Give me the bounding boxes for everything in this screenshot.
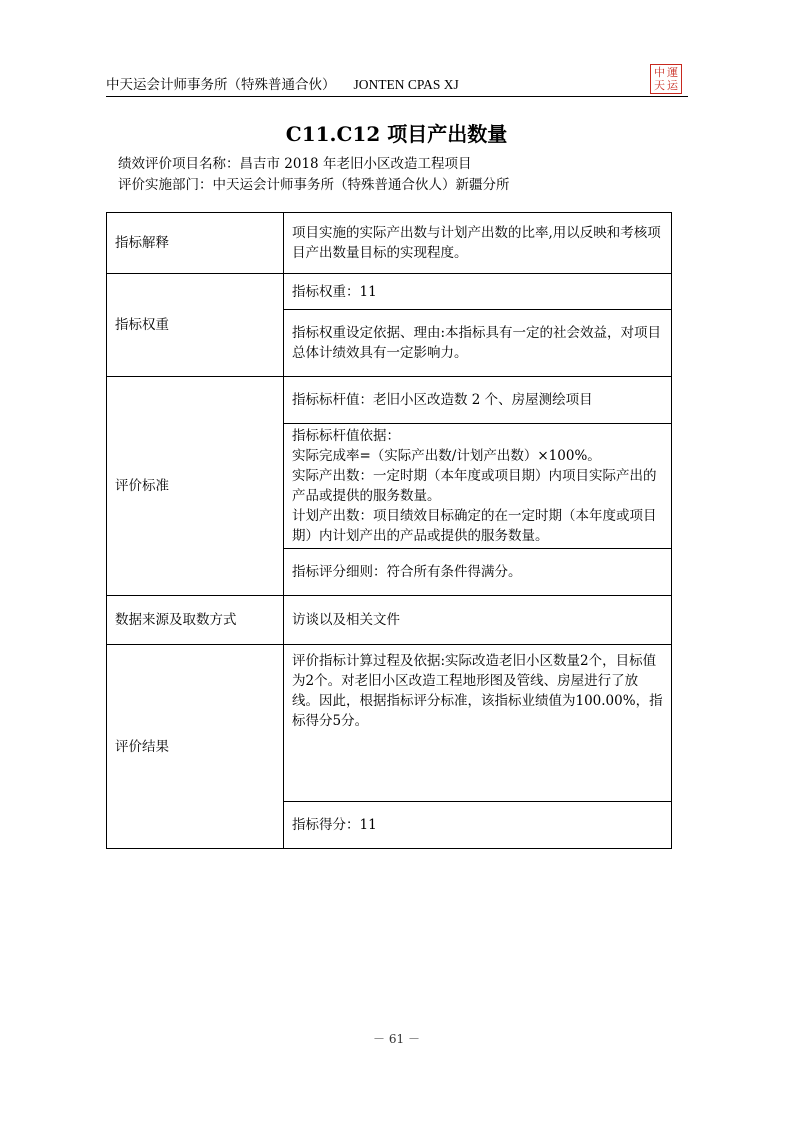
project-name: 绩效评价项目名称：昌吉市 2018 年老旧小区改造工程项目	[118, 156, 472, 172]
indicator-table	[106, 212, 672, 849]
benchmark-basis	[284, 424, 672, 549]
benchmark-value: 指标标杆值：老旧小区改造数 2 个、房屋测绘项目	[284, 377, 672, 424]
page-number: － 61 －	[373, 1032, 420, 1046]
result-score: 指标得分：11	[284, 802, 672, 849]
basis-line: 计划产出数：项目绩效目标确定的在一定时期（本年度或项目期）内计划产出的产品或提供的服务数量。	[292, 508, 657, 544]
page-title: C11.C12 项目产出数量	[285, 122, 508, 146]
firm-logo: 中 運 天 运	[650, 64, 682, 94]
firm-name: 中天运会计师事务所（特殊普通合伙）	[106, 77, 336, 93]
basis-line: 实际完成率=（实际产出数/计划产出数）×100%。	[292, 448, 601, 464]
source-text: 访谈以及相关文件	[284, 596, 672, 645]
basis-line: 实际产出数：一定时期（本年度或项目期）内项目实际产出的产品或提供的服务数量。	[292, 468, 657, 504]
table-row	[107, 213, 672, 274]
weight-label: 指标权重	[107, 274, 284, 377]
table-row	[107, 596, 672, 645]
scoring-rule: 指标评分细则：符合所有条件得满分。	[284, 549, 672, 596]
table-row	[107, 377, 672, 424]
criteria-label: 评价标准	[107, 377, 284, 596]
header-divider	[106, 96, 688, 97]
explanation-text: 项目实施的实际产出数与计划产出数的比率,用以反映和考核项目产出数量目标的实现程度。	[284, 213, 672, 274]
basis-line: 指标标杆值依据：	[292, 428, 400, 444]
weight-reason: 指标权重设定依据、理由:本指标具有一定的社会效益，对项目总体计绩效具有一定影响力。	[284, 310, 672, 377]
result-text: 评价指标计算过程及依据:实际改造老旧小区数量2个，目标值为2个。对老旧小区改造工程地形图及管线、房屋进行了放线。因此，根据指标评分标准，该指标业绩值为100.00%，指标得分5分。	[284, 645, 672, 802]
table-row	[107, 274, 672, 310]
source-label: 数据来源及取数方式	[107, 596, 284, 645]
firm-name-en: JONTEN CPAS XJ	[353, 77, 459, 92]
weight-value: 指标权重：11	[284, 274, 672, 310]
implementing-department: 评价实施部门：中天运会计师事务所（特殊普通合伙人）新疆分所	[118, 177, 510, 193]
result-label: 评价结果	[107, 645, 284, 849]
table-row	[107, 645, 672, 802]
page-header	[106, 74, 688, 96]
explanation-label: 指标解释	[107, 213, 284, 274]
